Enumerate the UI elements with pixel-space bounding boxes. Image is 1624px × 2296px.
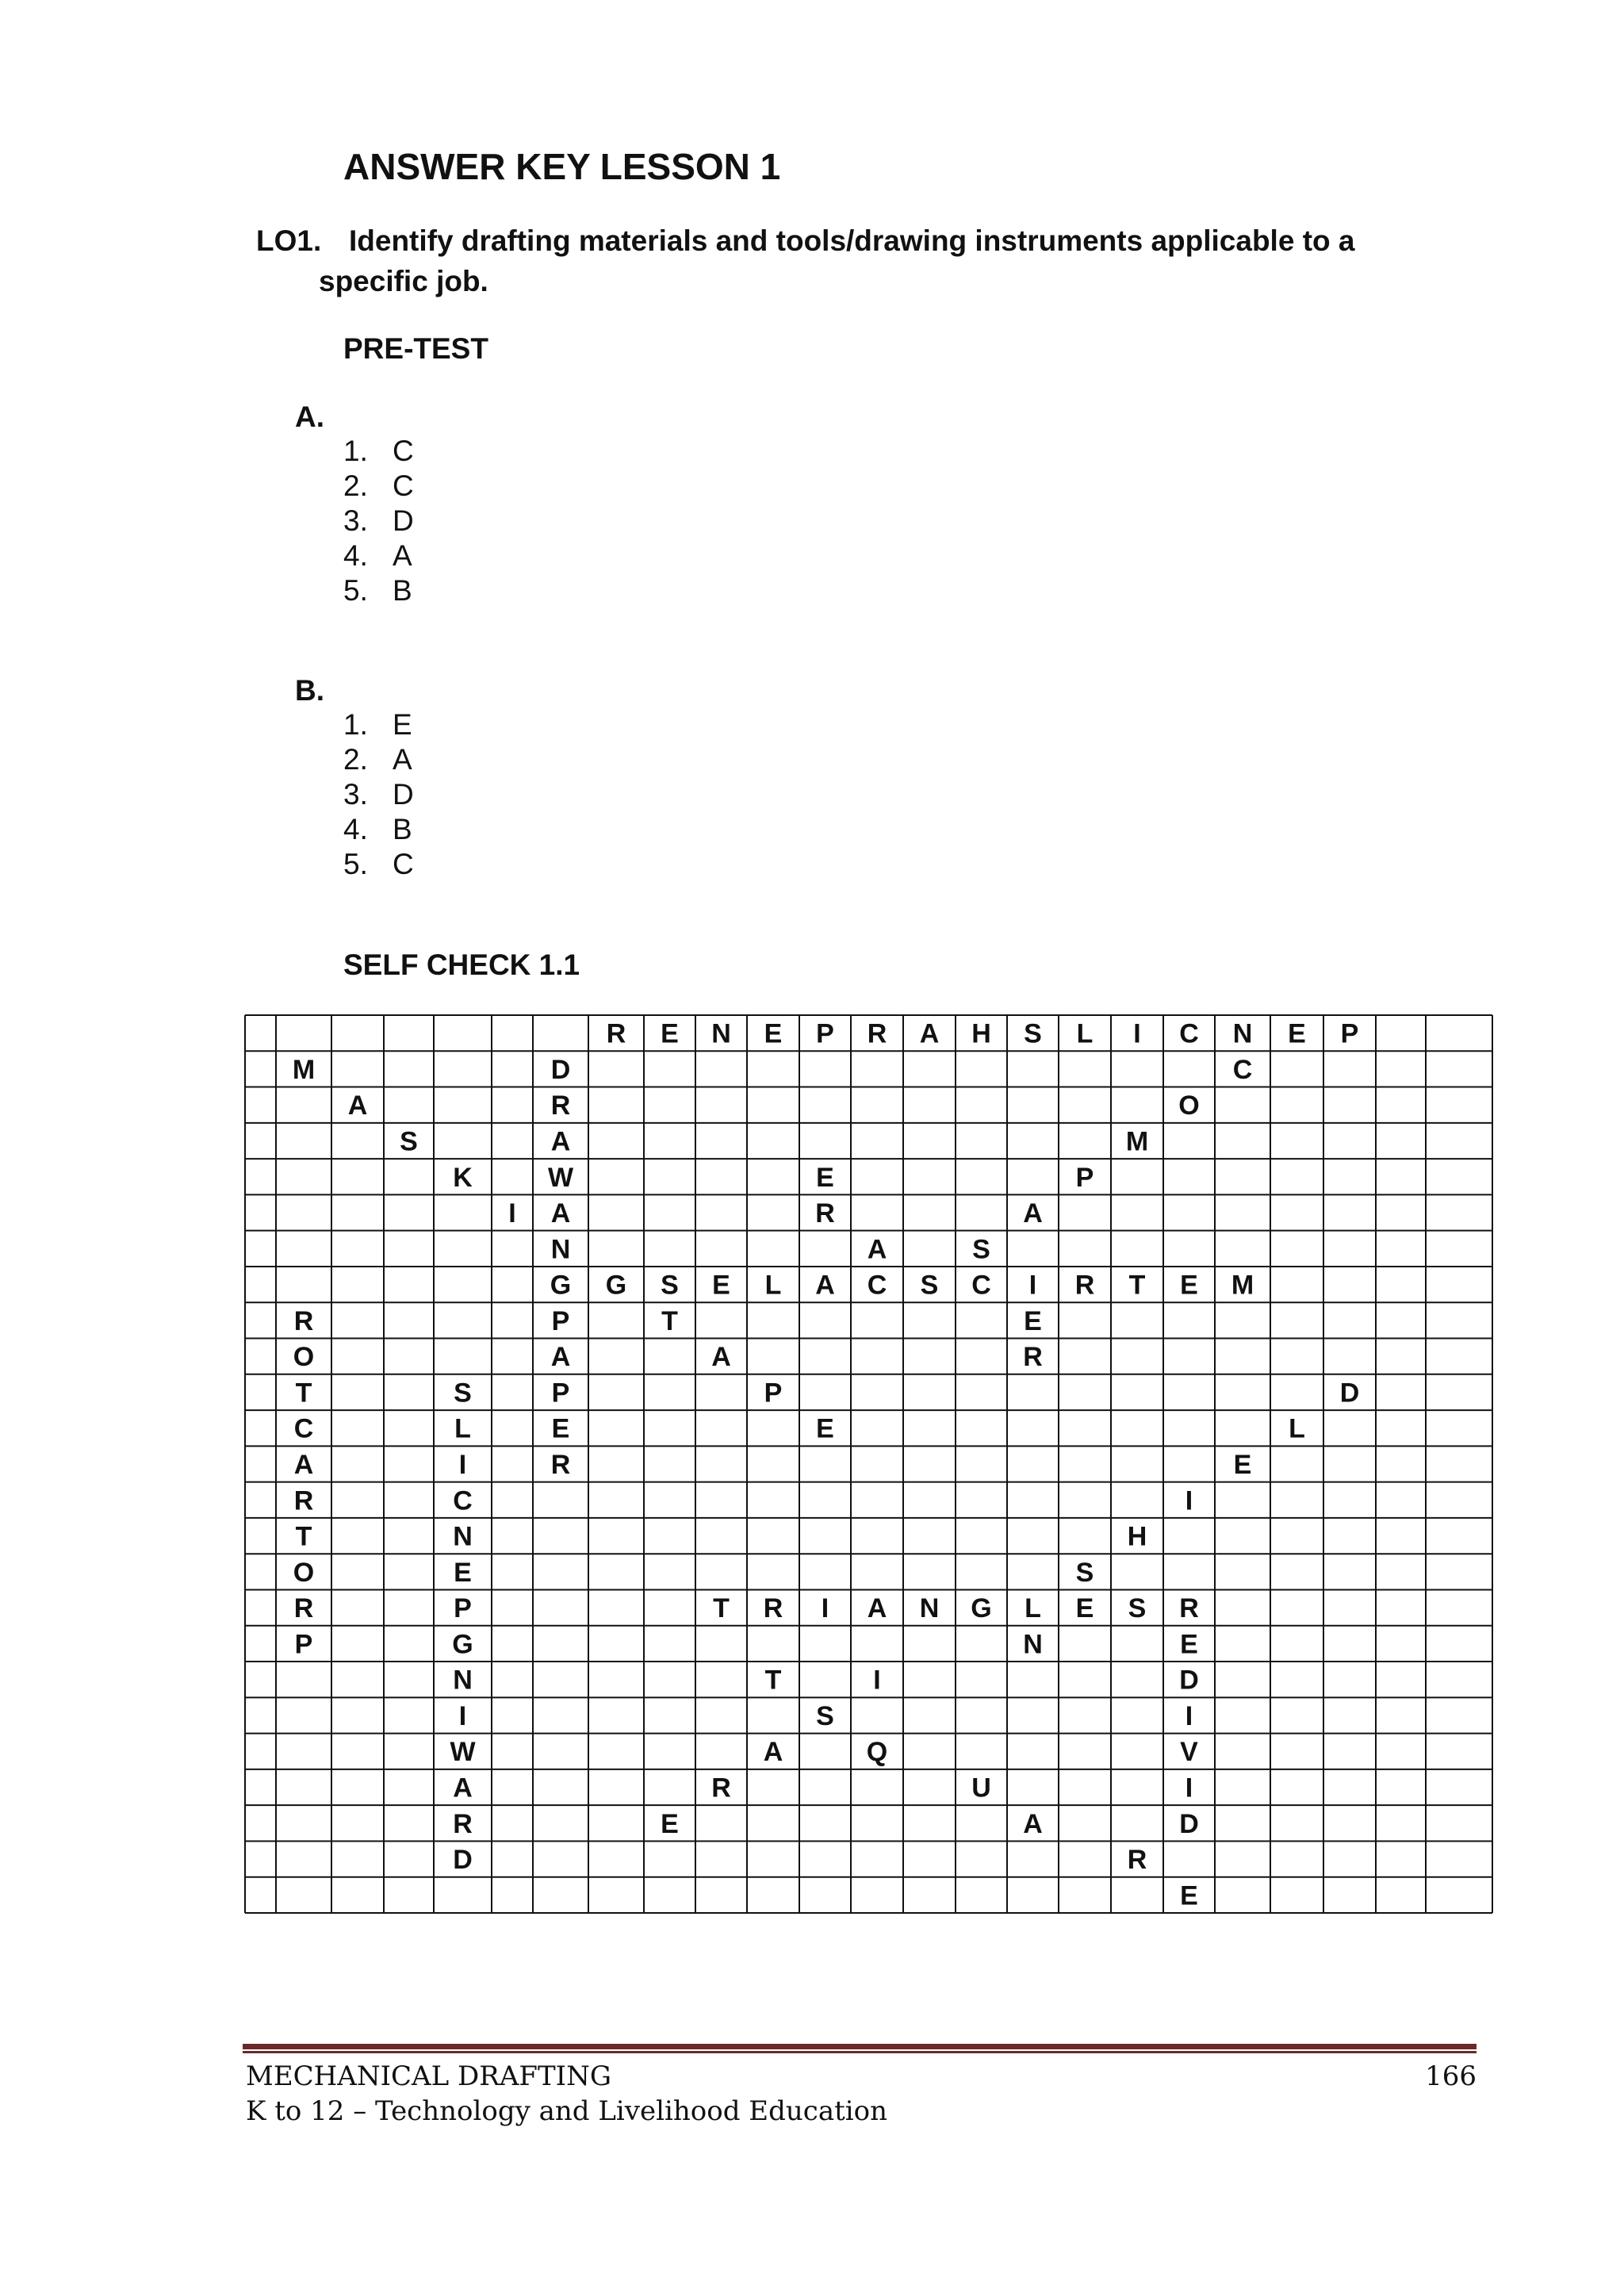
footer-divider [243, 2044, 1477, 2049]
grid-letter: S [1075, 1557, 1094, 1588]
learning-outcome-text-line1: Identify drafting materials and tools/drawing instruments applicable to a [349, 224, 1355, 257]
grid-letter: E [551, 1413, 570, 1444]
grid-letter: V [1180, 1737, 1198, 1768]
grid-letter: R [1074, 1270, 1095, 1301]
grid-letter: A [711, 1342, 731, 1373]
answer-item: 4. A [343, 539, 412, 572]
grid-letter: S [1128, 1593, 1147, 1624]
grid-letter: G [550, 1270, 572, 1301]
grid-letter: S [920, 1270, 939, 1301]
footer-program: K to 12 – Technology and Livelihood Education [246, 2095, 887, 2127]
grid-letter: N [1023, 1629, 1043, 1660]
grid-letter: T [764, 1665, 782, 1696]
grid-letter: A [293, 1450, 314, 1480]
grid-letter: W [450, 1737, 476, 1768]
grid-letter: E [1075, 1593, 1094, 1624]
grid-letter: P [454, 1593, 472, 1624]
answer-item: 3. D [343, 778, 414, 811]
grid-letter: N [919, 1593, 940, 1624]
grid-letter: R [867, 1018, 887, 1049]
learning-outcome-code: LO1. [256, 224, 322, 257]
grid-letter: L [1025, 1593, 1041, 1624]
grid-letter: I [821, 1593, 829, 1624]
grid-letter: L [1289, 1413, 1305, 1444]
grid-letter: A [453, 1773, 473, 1803]
grid-letter: I [1185, 1700, 1193, 1731]
grid-letter: U [971, 1773, 991, 1803]
grid-letter: D [453, 1845, 473, 1876]
grid-letter: S [1024, 1018, 1042, 1049]
grid-letter: R [1023, 1342, 1043, 1373]
grid-letter: A [867, 1234, 887, 1265]
grid-letter: P [551, 1378, 570, 1409]
grid-letter: E [1180, 1629, 1198, 1660]
grid-letter: K [453, 1162, 473, 1193]
grid-letter: S [454, 1378, 472, 1409]
grid-letter: O [293, 1342, 315, 1373]
grid-letter: A [763, 1737, 783, 1768]
grid-letter: D [1179, 1808, 1199, 1839]
answer-item: 1. E [343, 708, 412, 741]
grid-letter: E [764, 1018, 783, 1049]
grid-letter: I [458, 1450, 467, 1480]
grid-letter: A [550, 1342, 571, 1373]
grid-letter: A [550, 1126, 571, 1157]
grid-letter: E [1180, 1270, 1198, 1301]
answer-item: 5. B [343, 574, 412, 607]
grid-letter: G [452, 1629, 473, 1660]
grid-letter: E [816, 1162, 834, 1193]
grid-letter: Q [866, 1737, 888, 1768]
grid-letter: A [1023, 1198, 1043, 1229]
grid-letter: W [547, 1162, 574, 1193]
grid-letter: C [867, 1270, 887, 1301]
grid-letter: R [550, 1450, 571, 1480]
grid-letter: C [1232, 1054, 1253, 1085]
grid-letter: E [712, 1270, 730, 1301]
grid-letter: A [1023, 1808, 1043, 1839]
learning-outcome-text-line2: specific job. [319, 265, 488, 297]
grid-letter: M [1125, 1126, 1149, 1157]
grid-letter: D [550, 1054, 571, 1085]
grid-letter: M [292, 1054, 316, 1085]
grid-letter: S [816, 1700, 834, 1731]
grid-letter: N [453, 1665, 473, 1696]
grid-letter: G [605, 1270, 627, 1301]
grid-letter: I [508, 1198, 516, 1229]
grid-letter: E [1180, 1880, 1198, 1911]
grid-letter: M [1231, 1270, 1254, 1301]
grid-letter: I [1028, 1270, 1037, 1301]
grid-letter: N [453, 1521, 473, 1552]
grid-letter: R [453, 1808, 473, 1839]
part-a-label: A. [295, 401, 324, 433]
grid-letter: R [550, 1091, 571, 1121]
grid-letter: C [453, 1485, 473, 1516]
grid-letter: P [764, 1378, 783, 1409]
grid-letter: N [711, 1018, 731, 1049]
grid-letter: A [815, 1270, 835, 1301]
grid-letter: S [972, 1234, 990, 1265]
grid-letter: S [661, 1270, 679, 1301]
grid-letter: O [293, 1557, 315, 1588]
grid-letter: E [1233, 1450, 1252, 1480]
grid-letter: L [764, 1270, 782, 1301]
grid-letter: I [1185, 1485, 1193, 1516]
grid-letter: A [919, 1018, 940, 1049]
grid-letter: R [1127, 1845, 1147, 1876]
grid-letter: H [1127, 1521, 1147, 1552]
grid-letter: R [815, 1198, 835, 1229]
part-b-label: B. [295, 674, 324, 707]
answer-item: 2. C [343, 470, 414, 502]
grid-letter: R [293, 1593, 314, 1624]
pretest-heading: PRE-TEST [343, 332, 488, 365]
grid-letter: R [1179, 1593, 1199, 1624]
grid-letter: A [867, 1593, 887, 1624]
self-check-heading: SELF CHECK 1.1 [343, 949, 580, 981]
grid-letter: D [1179, 1665, 1199, 1696]
page-number: 166 [1425, 2060, 1477, 2092]
grid-letter: E [661, 1018, 679, 1049]
grid-letter: T [661, 1305, 678, 1336]
grid-letter: R [763, 1593, 783, 1624]
grid-letter: C [971, 1270, 991, 1301]
grid-letter: I [458, 1700, 467, 1731]
answer-item: 1. C [343, 435, 414, 467]
grid-letter: A [550, 1198, 571, 1229]
grid-letter: R [293, 1305, 314, 1336]
grid-letter: P [1075, 1162, 1094, 1193]
grid-letter: P [294, 1629, 313, 1660]
grid-letter: N [1232, 1018, 1253, 1049]
grid-letter: P [551, 1305, 570, 1336]
grid-letter: R [606, 1018, 626, 1049]
answer-item: 3. D [343, 504, 414, 537]
grid-letter: A [347, 1091, 368, 1121]
page-title: ANSWER KEY LESSON 1 [343, 146, 781, 187]
answer-item: 5. C [343, 848, 414, 880]
grid-letter: E [661, 1808, 679, 1839]
answer-item: 2. A [343, 743, 412, 776]
grid-letter: L [454, 1413, 471, 1444]
grid-letter: E [1024, 1305, 1042, 1336]
grid-letter: O [1178, 1091, 1200, 1121]
grid-letter: T [713, 1593, 730, 1624]
grid-letter: E [454, 1557, 472, 1588]
grid-letter: T [1128, 1270, 1146, 1301]
grid-letter: L [1076, 1018, 1094, 1049]
footer-course: MECHANICAL DRAFTING [246, 2060, 612, 2092]
grid-letter: I [873, 1665, 881, 1696]
footer-divider-thin [243, 2051, 1477, 2053]
grid-letter: E [816, 1413, 834, 1444]
grid-letter: D [1339, 1378, 1360, 1409]
grid-letter: G [971, 1593, 992, 1624]
grid-letter: I [1185, 1773, 1193, 1803]
grid-letter: S [400, 1126, 418, 1157]
grid-letter: P [816, 1018, 834, 1049]
grid-letter: R [293, 1485, 314, 1516]
grid-letter: R [711, 1773, 731, 1803]
grid-letter: T [295, 1521, 312, 1552]
grid-letter: C [1179, 1018, 1199, 1049]
answer-item: 4. B [343, 813, 412, 845]
grid-letter: H [971, 1018, 991, 1049]
grid-letter: C [293, 1413, 314, 1444]
grid-letter: I [1133, 1018, 1141, 1049]
grid-letter: P [1340, 1018, 1359, 1049]
grid-letter: N [550, 1234, 571, 1265]
grid-letter: T [295, 1378, 312, 1409]
grid-letter: E [1288, 1018, 1306, 1049]
